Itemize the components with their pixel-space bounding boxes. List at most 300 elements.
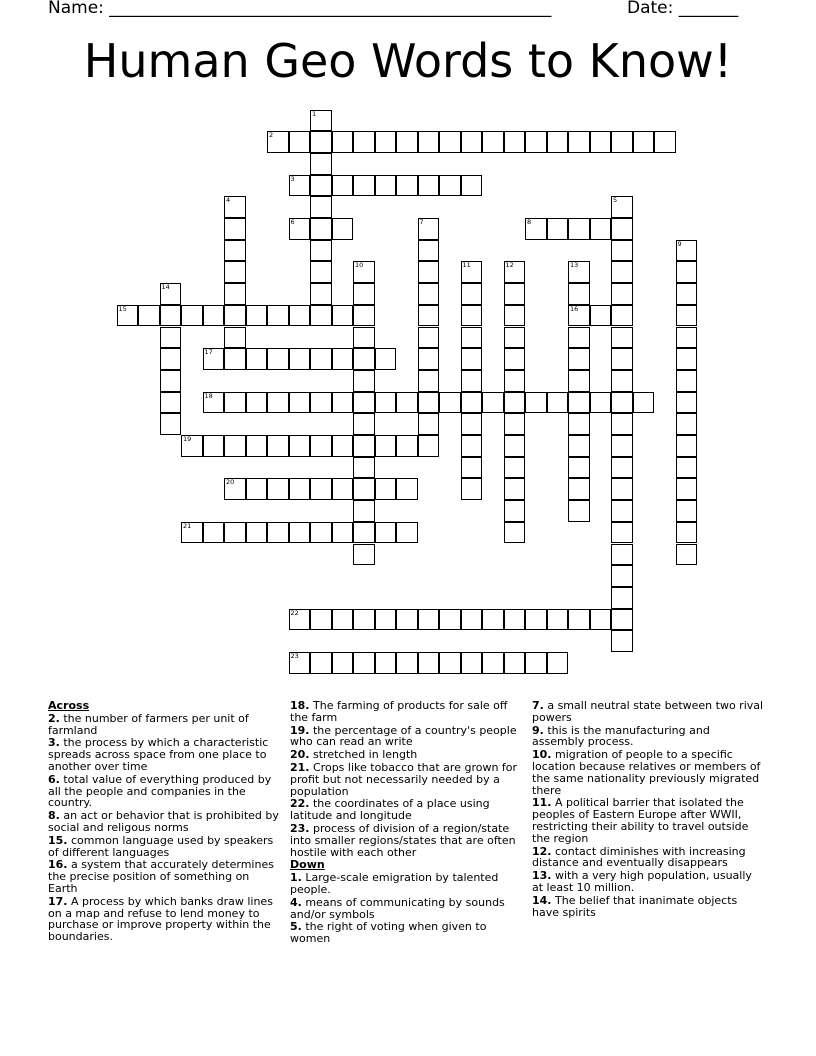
- grid-cell[interactable]: [181, 522, 203, 544]
- grid-cell[interactable]: [568, 413, 590, 435]
- grid-cell[interactable]: [418, 392, 440, 414]
- grid-cell[interactable]: [654, 131, 676, 153]
- clue-text: Crops like tobacco that are grown for profit but not necessarily needed by a population: [290, 760, 518, 798]
- grid-cell[interactable]: [267, 478, 289, 500]
- grid-cell[interactable]: [353, 478, 375, 500]
- clue-item: [48, 835, 280, 859]
- grid-cell[interactable]: [289, 435, 311, 457]
- clue-number: 5: [613, 196, 618, 205]
- grid-cell[interactable]: [396, 175, 418, 197]
- grid-cell[interactable]: [246, 522, 268, 544]
- grid-cell[interactable]: [289, 131, 311, 153]
- grid-cell[interactable]: [504, 131, 526, 153]
- grid-cell[interactable]: [332, 305, 354, 327]
- grid-cell[interactable]: [525, 218, 547, 240]
- grid-cell[interactable]: [353, 522, 375, 544]
- grid-cell[interactable]: [418, 435, 440, 457]
- grid-cell[interactable]: [310, 261, 332, 283]
- grid-cell[interactable]: [332, 348, 354, 370]
- grid-cell[interactable]: [504, 500, 526, 522]
- grid-cell[interactable]: [353, 327, 375, 349]
- grid-cell[interactable]: [611, 327, 633, 349]
- clue-text: a small neutral state between two rival powers: [532, 699, 764, 724]
- grid-cell[interactable]: [418, 652, 440, 674]
- grid-cell[interactable]: [568, 348, 590, 370]
- clue-label: 10.: [532, 748, 552, 762]
- grid-cell[interactable]: [289, 348, 311, 370]
- clue-label: 3.: [48, 736, 60, 750]
- grid-cell[interactable]: [568, 609, 590, 631]
- grid-cell[interactable]: [396, 478, 418, 500]
- grid-cell[interactable]: [461, 609, 483, 631]
- grid-cell[interactable]: [676, 478, 698, 500]
- grid-cell[interactable]: [418, 261, 440, 283]
- grid-cell[interactable]: [590, 609, 612, 631]
- grid-cell[interactable]: [461, 435, 483, 457]
- grid-cell[interactable]: [375, 609, 397, 631]
- clue-label: 4.: [290, 895, 302, 909]
- grid-cell[interactable]: [568, 457, 590, 479]
- grid-cell[interactable]: [461, 131, 483, 153]
- grid-cell[interactable]: [418, 327, 440, 349]
- grid-cell[interactable]: [310, 435, 332, 457]
- clue-label: 23.: [290, 821, 310, 835]
- grid-cell[interactable]: [203, 392, 225, 414]
- grid-cell[interactable]: [568, 392, 590, 414]
- grid-cell[interactable]: [289, 478, 311, 500]
- clue-label: 5.: [290, 920, 302, 934]
- grid-cell[interactable]: [310, 348, 332, 370]
- grid-cell[interactable]: [461, 370, 483, 392]
- clue-item: [290, 872, 522, 896]
- grid-cell[interactable]: [590, 305, 612, 327]
- grid-cell[interactable]: [590, 392, 612, 414]
- grid-cell[interactable]: [203, 348, 225, 370]
- grid-cell[interactable]: [676, 283, 698, 305]
- grid-cell[interactable]: [461, 261, 483, 283]
- grid-cell[interactable]: [224, 240, 246, 262]
- grid-cell[interactable]: [611, 370, 633, 392]
- grid-cell[interactable]: [504, 522, 526, 544]
- grid-cell[interactable]: [310, 153, 332, 175]
- clue-label: 9.: [532, 723, 544, 737]
- grid-cell[interactable]: [353, 457, 375, 479]
- grid-cell[interactable]: [310, 131, 332, 153]
- grid-cell[interactable]: [310, 609, 332, 631]
- grid-cell[interactable]: [611, 457, 633, 479]
- grid-cell[interactable]: [332, 522, 354, 544]
- grid-cell[interactable]: [267, 522, 289, 544]
- grid-cell[interactable]: [676, 392, 698, 414]
- grid-cell[interactable]: [181, 435, 203, 457]
- grid-cell[interactable]: [332, 609, 354, 631]
- grid-cell[interactable]: [611, 196, 633, 218]
- grid-cell[interactable]: [633, 131, 655, 153]
- grid-cell[interactable]: [224, 305, 246, 327]
- grid-cell[interactable]: [224, 522, 246, 544]
- grid-cell[interactable]: [504, 413, 526, 435]
- grid-cell[interactable]: [310, 283, 332, 305]
- clue-text: Large-scale emigration by talented people.: [290, 871, 499, 896]
- grid-cell[interactable]: [504, 370, 526, 392]
- grid-cell[interactable]: [246, 435, 268, 457]
- clue-item: [532, 895, 764, 919]
- clues-column-3: [532, 700, 764, 919]
- grid-cell[interactable]: [353, 283, 375, 305]
- grid-cell[interactable]: [160, 305, 182, 327]
- grid-cell[interactable]: [504, 609, 526, 631]
- clue-number: 11: [462, 261, 471, 270]
- grid-cell[interactable]: [353, 609, 375, 631]
- grid-cell[interactable]: [461, 327, 483, 349]
- grid-cell[interactable]: [375, 348, 397, 370]
- grid-cell[interactable]: [547, 131, 569, 153]
- grid-cell[interactable]: [353, 131, 375, 153]
- grid-cell[interactable]: [590, 131, 612, 153]
- clue-item: [290, 725, 522, 749]
- grid-cell[interactable]: [375, 131, 397, 153]
- grid-cell[interactable]: [224, 283, 246, 305]
- grid-cell[interactable]: [310, 305, 332, 327]
- grid-cell[interactable]: [353, 544, 375, 566]
- clue-label: 12.: [532, 844, 552, 858]
- clue-label: 14.: [532, 893, 552, 907]
- grid-cell[interactable]: [461, 478, 483, 500]
- clue-text: with a very high population, usually at least 10 million.: [532, 869, 752, 894]
- clue-number: 4: [226, 196, 231, 205]
- clue-number: 6: [290, 218, 295, 226]
- grid-cell[interactable]: [418, 348, 440, 370]
- grid-cell[interactable]: [461, 283, 483, 305]
- grid-cell[interactable]: [289, 218, 311, 240]
- clue-text: A political barrier that isolated the peoples of Eastern Europe after WWII, restricting their ability to travel outside the region: [532, 796, 749, 845]
- name-field[interactable]: Name: ____________________________________________________: [48, 0, 552, 18]
- grid-cell[interactable]: [289, 652, 311, 674]
- clue-text: a system that accurately determines the precise position of something on Earth: [48, 858, 274, 895]
- grid-cell[interactable]: [332, 652, 354, 674]
- grid-cell[interactable]: [633, 392, 655, 414]
- grid-cell[interactable]: [160, 283, 182, 305]
- grid-cell[interactable]: [396, 392, 418, 414]
- grid-cell[interactable]: [504, 283, 526, 305]
- grid-cell[interactable]: [310, 392, 332, 414]
- grid-cell[interactable]: [224, 392, 246, 414]
- grid-cell[interactable]: [375, 175, 397, 197]
- grid-cell[interactable]: [353, 435, 375, 457]
- grid-cell[interactable]: [353, 348, 375, 370]
- grid-cell[interactable]: [611, 392, 633, 414]
- grid-cell[interactable]: [203, 522, 225, 544]
- clue-item: [532, 749, 764, 796]
- grid-cell[interactable]: [676, 305, 698, 327]
- grid-cell[interactable]: [353, 305, 375, 327]
- grid-cell[interactable]: [267, 435, 289, 457]
- grid-cell[interactable]: [418, 370, 440, 392]
- grid-cell[interactable]: [439, 392, 461, 414]
- grid-cell[interactable]: [181, 305, 203, 327]
- grid-cell[interactable]: [504, 327, 526, 349]
- clue-item: [532, 700, 764, 724]
- grid-cell[interactable]: [353, 413, 375, 435]
- grid-cell[interactable]: [418, 283, 440, 305]
- grid-cell[interactable]: [224, 196, 246, 218]
- grid-cell[interactable]: [418, 175, 440, 197]
- grid-cell[interactable]: [461, 457, 483, 479]
- down-clue-list-continued: [532, 700, 764, 918]
- grid-cell[interactable]: [590, 218, 612, 240]
- grid-cell[interactable]: [396, 522, 418, 544]
- grid-cell[interactable]: [482, 131, 504, 153]
- grid-cell[interactable]: [676, 500, 698, 522]
- grid-cell[interactable]: [568, 435, 590, 457]
- clue-number: 1: [312, 109, 317, 118]
- grid-cell[interactable]: [568, 305, 590, 327]
- grid-cell[interactable]: [117, 305, 139, 327]
- grid-cell[interactable]: [568, 261, 590, 283]
- grid-cell[interactable]: [568, 131, 590, 153]
- grid-cell[interactable]: [504, 652, 526, 674]
- grid-cell[interactable]: [396, 131, 418, 153]
- grid-cell[interactable]: [332, 478, 354, 500]
- grid-cell[interactable]: [439, 175, 461, 197]
- clue-number: 12: [505, 261, 514, 270]
- grid-cell[interactable]: [332, 131, 354, 153]
- grid-cell[interactable]: [310, 218, 332, 240]
- clue-item: [532, 870, 764, 894]
- clue-number: 22: [290, 608, 299, 617]
- grid-cell[interactable]: [504, 348, 526, 370]
- grid-cell[interactable]: [611, 478, 633, 500]
- grid-cell[interactable]: [439, 652, 461, 674]
- clue-number: 9: [677, 239, 682, 248]
- clue-text: the process by which a characteristic spreads across space from one place to another over time: [48, 736, 269, 773]
- clue-number: 7: [419, 218, 424, 226]
- grid-cell[interactable]: [418, 218, 440, 240]
- grid-cell[interactable]: [439, 609, 461, 631]
- grid-cell[interactable]: [310, 196, 332, 218]
- grid-cell[interactable]: [568, 370, 590, 392]
- grid-cell[interactable]: [611, 218, 633, 240]
- grid-cell[interactable]: [310, 522, 332, 544]
- grid-cell[interactable]: [439, 131, 461, 153]
- grid-cell[interactable]: [353, 261, 375, 283]
- grid-cell[interactable]: [461, 175, 483, 197]
- grid-cell[interactable]: [224, 261, 246, 283]
- grid-cell[interactable]: [504, 478, 526, 500]
- clue-number: 21: [183, 521, 192, 530]
- grid-cell[interactable]: [224, 218, 246, 240]
- grid-cell[interactable]: [676, 240, 698, 262]
- grid-cell[interactable]: [246, 348, 268, 370]
- grid-cell[interactable]: [267, 305, 289, 327]
- grid-cell[interactable]: [611, 522, 633, 544]
- grid-cell[interactable]: [267, 348, 289, 370]
- grid-cell[interactable]: [310, 175, 332, 197]
- grid-cell[interactable]: [611, 240, 633, 262]
- clue-text: A process by which banks draw lines on a map and refuse to lend money to purchase or improve property within the boundaries.: [48, 894, 273, 944]
- grid-cell[interactable]: [353, 500, 375, 522]
- grid-cell[interactable]: [611, 413, 633, 435]
- grid-cell[interactable]: [160, 392, 182, 414]
- clues-column-1: [48, 700, 280, 944]
- grid-cell[interactable]: [396, 435, 418, 457]
- clue-label: 22.: [290, 797, 310, 811]
- grid-cell[interactable]: [525, 609, 547, 631]
- grid-cell[interactable]: [203, 435, 225, 457]
- grid-cell[interactable]: [611, 305, 633, 327]
- clue-label: 19.: [290, 723, 310, 737]
- grid-cell[interactable]: [224, 348, 246, 370]
- grid-cell[interactable]: [482, 652, 504, 674]
- grid-cell[interactable]: [611, 131, 633, 153]
- grid-cell[interactable]: [224, 327, 246, 349]
- grid-cell[interactable]: [375, 478, 397, 500]
- grid-cell[interactable]: [353, 652, 375, 674]
- clue-text: migration of people to a specific location because relatives or members of the same nationality previously migrated there: [532, 748, 761, 797]
- clue-label: 16.: [48, 858, 68, 872]
- grid-cell[interactable]: [676, 370, 698, 392]
- grid-cell[interactable]: [332, 175, 354, 197]
- grid-cell[interactable]: [525, 131, 547, 153]
- grid-cell[interactable]: [676, 522, 698, 544]
- grid-cell[interactable]: [160, 370, 182, 392]
- grid-cell[interactable]: [267, 392, 289, 414]
- grid-cell[interactable]: [611, 348, 633, 370]
- grid-cell[interactable]: [482, 392, 504, 414]
- grid-cell[interactable]: [289, 175, 311, 197]
- clue-item: [290, 700, 522, 724]
- grid-cell[interactable]: [547, 392, 569, 414]
- grid-cell[interactable]: [289, 392, 311, 414]
- grid-cell[interactable]: [676, 261, 698, 283]
- grid-cell[interactable]: [375, 652, 397, 674]
- grid-cell[interactable]: [332, 392, 354, 414]
- grid-cell[interactable]: [676, 327, 698, 349]
- grid-cell[interactable]: [504, 457, 526, 479]
- clue-label: 6.: [48, 772, 60, 786]
- grid-cell[interactable]: [611, 609, 633, 631]
- clue-number: 3: [290, 174, 295, 183]
- grid-cell[interactable]: [568, 327, 590, 349]
- across-heading: Across: [48, 699, 90, 712]
- grid-cell[interactable]: [547, 218, 569, 240]
- grid-cell[interactable]: [568, 478, 590, 500]
- grid-cell[interactable]: [461, 413, 483, 435]
- grid-cell[interactable]: [418, 131, 440, 153]
- grid-cell[interactable]: [461, 305, 483, 327]
- grid-cell[interactable]: [611, 435, 633, 457]
- grid-cell[interactable]: [310, 110, 332, 132]
- grid-cell[interactable]: [224, 435, 246, 457]
- grid-cell[interactable]: [396, 609, 418, 631]
- grid-cell[interactable]: [611, 283, 633, 305]
- grid-cell[interactable]: [246, 478, 268, 500]
- grid-cell[interactable]: [461, 348, 483, 370]
- grid-cell[interactable]: [611, 587, 633, 609]
- grid-cell[interactable]: [568, 500, 590, 522]
- grid-cell[interactable]: [246, 305, 268, 327]
- grid-cell[interactable]: [676, 435, 698, 457]
- grid-cell[interactable]: [418, 305, 440, 327]
- grid-cell[interactable]: [525, 392, 547, 414]
- grid-cell[interactable]: [246, 392, 268, 414]
- clue-label: 15.: [48, 833, 68, 847]
- grid-cell[interactable]: [310, 478, 332, 500]
- clue-text: The belief that inanimate objects have spirits: [532, 893, 738, 919]
- clue-label: 13.: [532, 869, 552, 883]
- grid-cell[interactable]: [289, 522, 311, 544]
- clue-number: 23: [290, 652, 299, 660]
- grid-cell[interactable]: [224, 478, 246, 500]
- grid-cell[interactable]: [461, 392, 483, 414]
- grid-cell[interactable]: [203, 305, 225, 327]
- grid-cell[interactable]: [332, 435, 354, 457]
- grid-cell[interactable]: [547, 652, 569, 674]
- grid-cell[interactable]: [504, 392, 526, 414]
- grid-cell[interactable]: [418, 240, 440, 262]
- clue-label: 11.: [532, 796, 552, 810]
- grid-cell[interactable]: [138, 305, 160, 327]
- grid-cell[interactable]: [289, 305, 311, 327]
- grid-cell[interactable]: [611, 544, 633, 566]
- grid-cell[interactable]: [611, 565, 633, 587]
- grid-cell[interactable]: [611, 630, 633, 652]
- grid-cell[interactable]: [547, 609, 569, 631]
- grid-cell[interactable]: [267, 131, 289, 153]
- grid-cell[interactable]: [568, 218, 590, 240]
- grid-cell[interactable]: [353, 175, 375, 197]
- grid-cell[interactable]: [332, 218, 354, 240]
- clue-text: the percentage of a country's people who can read an write: [290, 723, 517, 749]
- grid-cell[interactable]: [310, 240, 332, 262]
- grid-cell[interactable]: [375, 392, 397, 414]
- grid-cell[interactable]: [418, 413, 440, 435]
- grid-cell[interactable]: [611, 261, 633, 283]
- clue-item: [290, 897, 522, 921]
- grid-cell[interactable]: [160, 327, 182, 349]
- grid-cell[interactable]: [504, 305, 526, 327]
- grid-cell[interactable]: [504, 435, 526, 457]
- grid-cell[interactable]: [396, 652, 418, 674]
- grid-cell[interactable]: [310, 652, 332, 674]
- grid-cell[interactable]: [353, 370, 375, 392]
- grid-cell[interactable]: [418, 609, 440, 631]
- grid-cell[interactable]: [289, 609, 311, 631]
- clue-label: 8.: [48, 809, 60, 823]
- grid-cell[interactable]: [375, 435, 397, 457]
- grid-cell[interactable]: [676, 348, 698, 370]
- date-field[interactable]: Date: _______: [627, 0, 739, 18]
- clue-number: 2: [269, 131, 274, 140]
- clue-number: 13: [570, 261, 579, 270]
- grid-cell[interactable]: [353, 392, 375, 414]
- grid-cell[interactable]: [676, 413, 698, 435]
- grid-cell[interactable]: [461, 652, 483, 674]
- grid-cell[interactable]: [375, 522, 397, 544]
- clue-number: 19: [183, 435, 192, 443]
- down-clue-list: [290, 872, 522, 945]
- grid-cell[interactable]: [504, 261, 526, 283]
- clue-label: 21.: [290, 760, 310, 774]
- grid-cell[interactable]: [160, 413, 182, 435]
- grid-cell[interactable]: [611, 500, 633, 522]
- grid-cell[interactable]: [482, 609, 504, 631]
- grid-cell[interactable]: [568, 283, 590, 305]
- grid-cell[interactable]: [676, 457, 698, 479]
- grid-cell[interactable]: [676, 544, 698, 566]
- grid-cell[interactable]: [525, 652, 547, 674]
- grid-cell[interactable]: [160, 348, 182, 370]
